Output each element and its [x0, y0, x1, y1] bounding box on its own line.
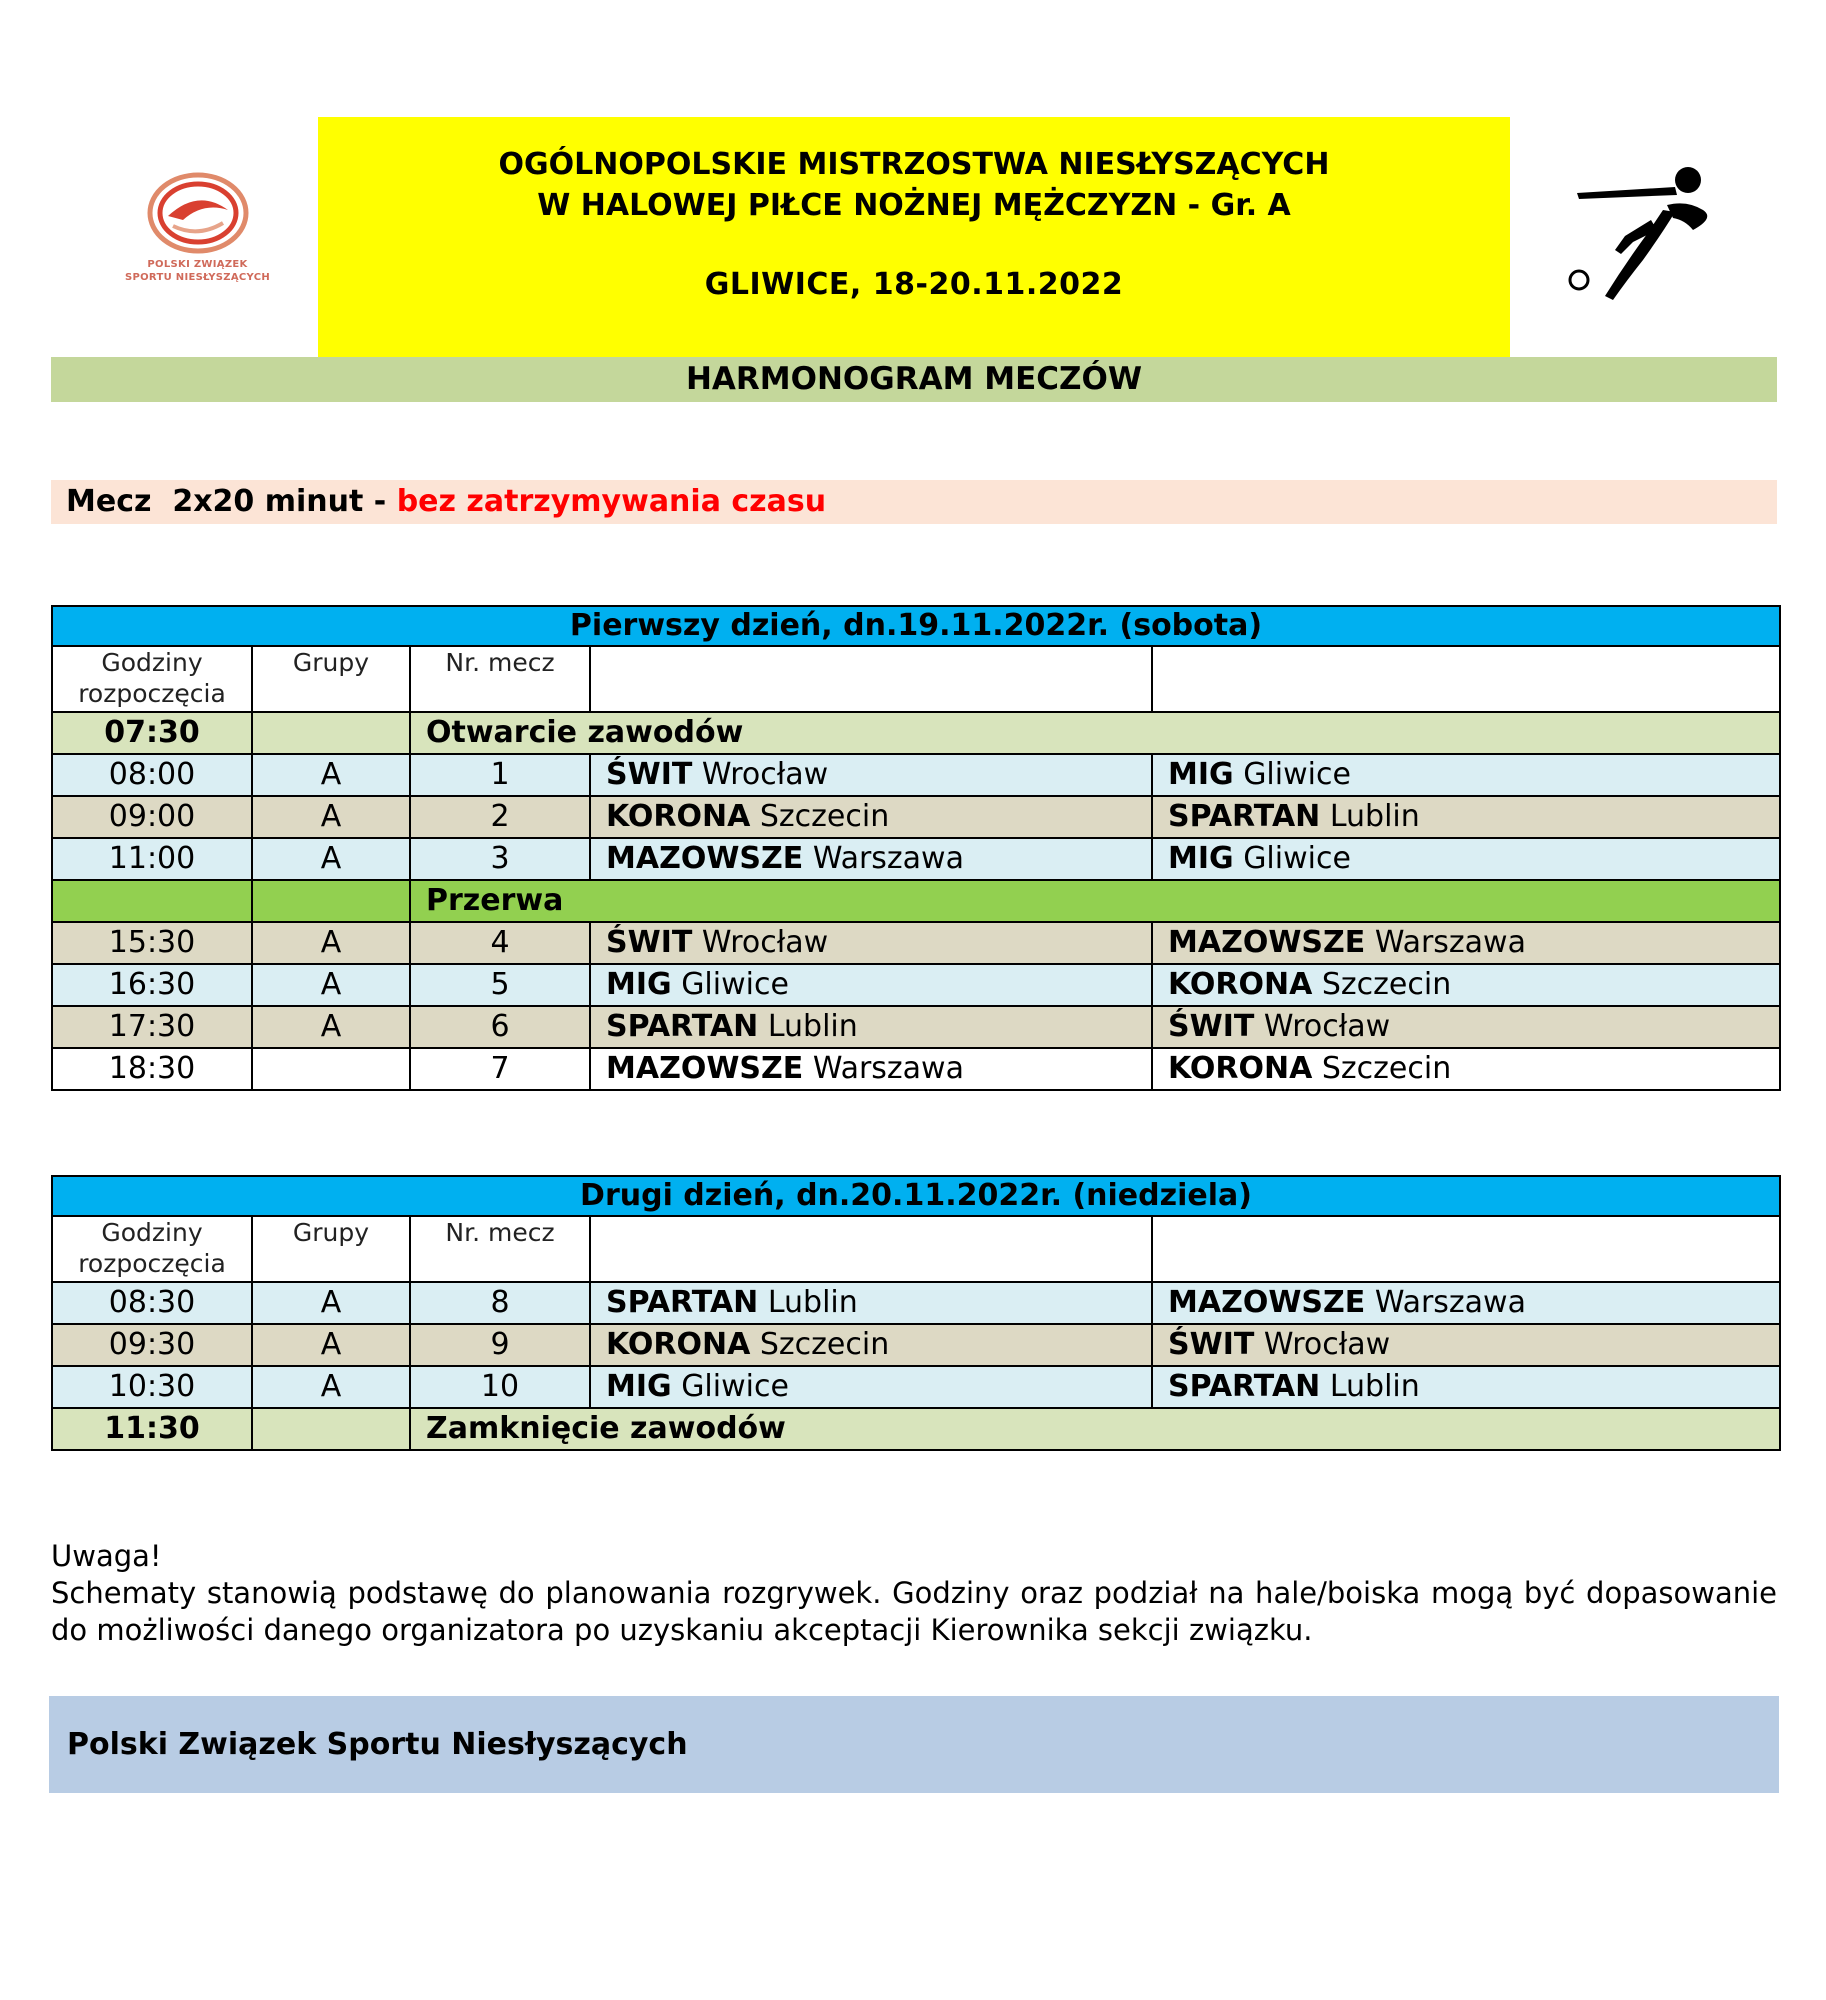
- away-team-club: MAZOWSZE: [1168, 925, 1366, 960]
- match-row: [52, 1048, 1780, 1090]
- match-group: A: [252, 754, 410, 796]
- match-number: 6: [410, 1006, 590, 1048]
- match-group: A: [252, 1006, 410, 1048]
- break-row: [52, 880, 1780, 922]
- match-number: 3: [410, 838, 590, 880]
- match-info-bar: [51, 480, 1777, 524]
- event-title-line2: W HALOWEJ PIŁCE NOŻNEJ MĘŻCZYZN - Gr. A: [537, 188, 1291, 223]
- col-header-match-no: Nr. mecz: [410, 1216, 590, 1282]
- match-time: 17:30: [52, 1006, 252, 1048]
- footer-bar: [49, 1696, 1779, 1793]
- home-team-club: MAZOWSZE: [606, 1051, 804, 1086]
- away-team: [1152, 1048, 1780, 1090]
- away-team-city: Szczecin: [1321, 967, 1452, 1002]
- away-team: [1152, 922, 1780, 964]
- opening-group-cell: [252, 712, 410, 754]
- match-group: A: [252, 964, 410, 1006]
- match-time: 15:30: [52, 922, 252, 964]
- closing-label: Zamknięcie zawodów: [410, 1408, 1780, 1450]
- away-team: [1152, 1006, 1780, 1048]
- home-team-city: Warszawa: [812, 1051, 964, 1086]
- day1-morning-matches: [52, 754, 1780, 880]
- event-title-box: [318, 117, 1510, 357]
- match-number: 2: [410, 796, 590, 838]
- football-player-icon: [1555, 160, 1730, 310]
- match-duration-text: Mecz 2x20 minut -: [66, 484, 397, 519]
- match-time: 08:30: [52, 1282, 252, 1324]
- match-row: [52, 1006, 1780, 1048]
- match-time: 10:30: [52, 1366, 252, 1408]
- home-team-city: Gliwice: [681, 967, 789, 1002]
- home-team: [590, 922, 1152, 964]
- col-header-time: Godziny rozpoczęcia: [52, 1216, 252, 1282]
- match-group: [252, 1048, 410, 1090]
- home-team-club: ŚWIT: [606, 925, 693, 960]
- day-header-row: [52, 606, 1780, 646]
- note-text: Schematy stanowią podstawę do planowania rozgrywek. Godziny oraz podział na hale/boiska mogą być dopasowanie do możliwości danego organizatora po uzyskaniu akceptacji Kierownika sekcji związku.: [51, 1576, 1777, 1647]
- home-team-club: KORONA: [606, 799, 751, 834]
- break-label: Przerwa: [410, 880, 1780, 922]
- away-team-club: MIG: [1168, 841, 1234, 876]
- away-team-club: SPARTAN: [1168, 1369, 1321, 1404]
- day2-matches: [52, 1282, 1780, 1408]
- away-team-city: Lublin: [1329, 1369, 1420, 1404]
- home-team-club: MAZOWSZE: [606, 841, 804, 876]
- match-row: [52, 964, 1780, 1006]
- match-number: 10: [410, 1366, 590, 1408]
- day2-title: Drugi dzień, dn.20.11.2022r. (niedziela): [52, 1176, 1780, 1216]
- footer-organization: Polski Związek Sportu Niesłyszących: [67, 1727, 688, 1762]
- match-time: 08:00: [52, 754, 252, 796]
- match-group: A: [252, 1366, 410, 1408]
- home-team: [590, 1006, 1152, 1048]
- home-team: [590, 1282, 1152, 1324]
- away-team-city: Gliwice: [1243, 841, 1351, 876]
- col-header-home: [590, 1216, 1152, 1282]
- home-team-club: MIG: [606, 967, 672, 1002]
- home-team-city: Gliwice: [681, 1369, 789, 1404]
- home-team-city: Szczecin: [759, 799, 890, 834]
- col-header-match-no: Nr. mecz: [410, 646, 590, 712]
- closing-group-cell: [252, 1408, 410, 1450]
- pzsn-logo: [110, 168, 285, 308]
- away-team: [1152, 796, 1780, 838]
- logo-text-line2: SPORTU NIESŁYSZĄCYCH: [124, 272, 271, 283]
- away-team-club: SPARTAN: [1168, 799, 1321, 834]
- away-team-city: Wrocław: [1263, 1327, 1391, 1362]
- day2-schedule-table: [51, 1175, 1781, 1451]
- column-header-row: [52, 1216, 1780, 1282]
- match-number: 1: [410, 754, 590, 796]
- match-row: [52, 1282, 1780, 1324]
- away-team: [1152, 1282, 1780, 1324]
- opening-time: 07:30: [52, 712, 252, 754]
- event-title-line1: OGÓLNOPOLSKIE MISTRZOSTWA NIESŁYSZĄCYCH: [498, 147, 1330, 182]
- match-number: 4: [410, 922, 590, 964]
- no-time-stop-text: bez zatrzymywania czasu: [396, 484, 827, 519]
- match-group: A: [252, 796, 410, 838]
- away-team-city: Warszawa: [1374, 925, 1526, 960]
- home-team-club: ŚWIT: [606, 757, 693, 792]
- match-group: A: [252, 1282, 410, 1324]
- note-heading: Uwaga!: [51, 1539, 162, 1573]
- away-team: [1152, 1366, 1780, 1408]
- opening-label: Otwarcie zawodów: [410, 712, 1780, 754]
- away-team-club: MAZOWSZE: [1168, 1285, 1366, 1320]
- home-team: [590, 796, 1152, 838]
- opening-row: [52, 712, 1780, 754]
- match-time: 09:30: [52, 1324, 252, 1366]
- home-team-city: Lublin: [767, 1009, 858, 1044]
- away-team-club: ŚWIT: [1168, 1009, 1255, 1044]
- away-team-city: Lublin: [1329, 799, 1420, 834]
- match-row: [52, 838, 1780, 880]
- break-group-cell: [252, 880, 410, 922]
- home-team: [590, 1324, 1152, 1366]
- logo-text-line1: POLSKI ZWIĄZEK: [147, 259, 248, 270]
- match-row: [52, 1324, 1780, 1366]
- home-team-club: MIG: [606, 1369, 672, 1404]
- home-team-city: Wrocław: [701, 757, 829, 792]
- home-team-club: KORONA: [606, 1327, 751, 1362]
- away-team-club: KORONA: [1168, 1051, 1313, 1086]
- event-location-date: GLIWICE, 18-20.11.2022: [704, 267, 1124, 302]
- col-header-group: Grupy: [252, 1216, 410, 1282]
- away-team-city: Warszawa: [1374, 1285, 1526, 1320]
- home-team-city: Warszawa: [812, 841, 964, 876]
- col-header-away: [1152, 1216, 1780, 1282]
- away-team-club: ŚWIT: [1168, 1327, 1255, 1362]
- match-group: A: [252, 838, 410, 880]
- match-number: 9: [410, 1324, 590, 1366]
- away-team: [1152, 838, 1780, 880]
- home-team: [590, 754, 1152, 796]
- break-time-cell: [52, 880, 252, 922]
- closing-row: [52, 1408, 1780, 1450]
- home-team-city: Lublin: [767, 1285, 858, 1320]
- closing-time: 11:30: [52, 1408, 252, 1450]
- match-time: 18:30: [52, 1048, 252, 1090]
- away-team-city: Szczecin: [1321, 1051, 1452, 1086]
- column-header-row: [52, 646, 1780, 712]
- match-row: [52, 1366, 1780, 1408]
- match-number: 7: [410, 1048, 590, 1090]
- away-team-club: KORONA: [1168, 967, 1313, 1002]
- day1-title: Pierwszy dzień, dn.19.11.2022r. (sobota): [52, 606, 1780, 646]
- home-team-club: SPARTAN: [606, 1009, 759, 1044]
- home-team: [590, 964, 1152, 1006]
- match-group: A: [252, 922, 410, 964]
- note-section: [51, 1538, 1777, 1649]
- schedule-title: HARMONOGRAM MECZÓW: [51, 357, 1777, 402]
- match-row: [52, 754, 1780, 796]
- home-team-club: SPARTAN: [606, 1285, 759, 1320]
- pzsn-logo-emblem-icon: [143, 168, 253, 258]
- away-team-city: Wrocław: [1263, 1009, 1391, 1044]
- match-time: 16:30: [52, 964, 252, 1006]
- away-team: [1152, 964, 1780, 1006]
- home-team: [590, 1048, 1152, 1090]
- col-header-group: Grupy: [252, 646, 410, 712]
- home-team: [590, 838, 1152, 880]
- away-team: [1152, 1324, 1780, 1366]
- day1-afternoon-matches: [52, 922, 1780, 1090]
- away-team: [1152, 754, 1780, 796]
- home-team-city: Wrocław: [701, 925, 829, 960]
- day1-schedule-table: [51, 605, 1781, 1091]
- col-header-home: [590, 646, 1152, 712]
- match-time: 11:00: [52, 838, 252, 880]
- home-team: [590, 1366, 1152, 1408]
- away-team-city: Gliwice: [1243, 757, 1351, 792]
- match-row: [52, 796, 1780, 838]
- match-group: A: [252, 1324, 410, 1366]
- match-row: [52, 922, 1780, 964]
- home-team-city: Szczecin: [759, 1327, 890, 1362]
- away-team-club: MIG: [1168, 757, 1234, 792]
- col-header-time: Godziny rozpoczęcia: [52, 646, 252, 712]
- match-time: 09:00: [52, 796, 252, 838]
- match-number: 5: [410, 964, 590, 1006]
- match-number: 8: [410, 1282, 590, 1324]
- col-header-away: [1152, 646, 1780, 712]
- day-header-row: [52, 1176, 1780, 1216]
